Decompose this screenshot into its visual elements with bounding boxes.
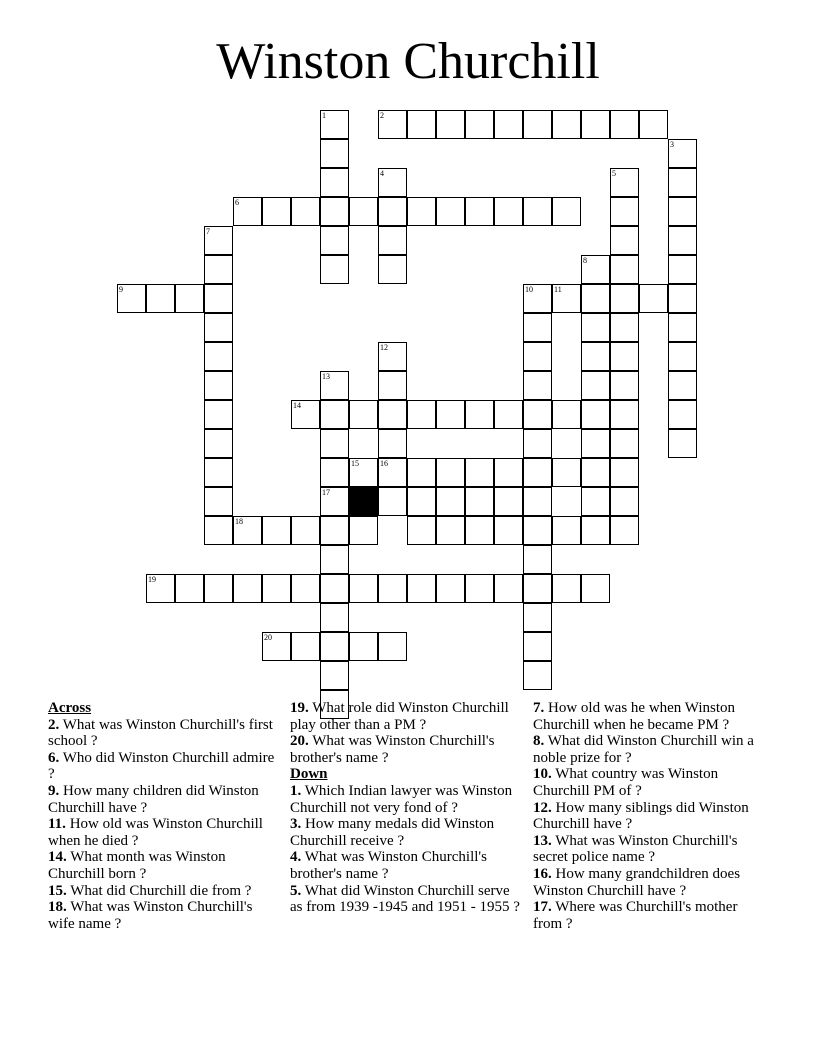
clue-number: 16 [380, 459, 388, 468]
grid-cell[interactable] [523, 574, 552, 603]
clue-item: 14. What month was Winston Churchill born ? [48, 849, 226, 882]
clue-item: 5. What did Winston Churchill serve as from 1939 -1945 and 1951 - 1955 ? [290, 882, 520, 916]
clue-number: 7 [206, 227, 210, 236]
grid-cell[interactable] [668, 139, 697, 168]
clue-item: 15. What did Churchill die from ? [48, 882, 252, 899]
grid-cell[interactable] [494, 574, 523, 603]
grid-cell[interactable] [552, 574, 581, 603]
grid-cell[interactable] [610, 371, 639, 400]
grid-cell[interactable] [436, 197, 465, 226]
down-clues-a [290, 783, 522, 916]
grid-cell[interactable] [320, 632, 349, 661]
grid-cell[interactable] [320, 661, 349, 690]
grid-cell[interactable] [291, 400, 320, 429]
grid-cell[interactable] [610, 313, 639, 342]
grid-cell[interactable] [378, 574, 407, 603]
grid-cell[interactable] [378, 168, 407, 197]
grid-cell[interactable] [378, 487, 407, 516]
grid-cell[interactable] [204, 226, 233, 255]
clue-number: 5 [612, 169, 616, 178]
grid-cell[interactable] [523, 603, 552, 632]
grid-cell[interactable] [581, 458, 610, 487]
clue-item: 17. Where was Churchill's mother from ? [533, 899, 738, 932]
grid-cell[interactable] [610, 255, 639, 284]
grid-cell[interactable] [291, 197, 320, 226]
clue-item: 6. Who did Winston Churchill admire ? [48, 749, 275, 783]
grid-cell[interactable] [378, 632, 407, 661]
clue-item: 4. What was Winston Churchill's brother's name ? [290, 849, 487, 882]
grid-cell[interactable] [523, 516, 552, 545]
grid-cell[interactable] [320, 255, 349, 284]
grid-cell[interactable] [436, 574, 465, 603]
grid-cell[interactable] [581, 487, 610, 516]
grid-cell[interactable] [175, 574, 204, 603]
grid-cell[interactable] [523, 342, 552, 371]
grid-cell[interactable] [233, 516, 262, 545]
grid-cell[interactable] [523, 313, 552, 342]
clue-number: 3 [670, 140, 674, 149]
grid-cell[interactable] [639, 110, 668, 139]
grid-cell[interactable] [668, 284, 697, 313]
grid-cell[interactable] [378, 429, 407, 458]
clue-item: 16. How many grandchildren does Winston Churchill have ? [533, 865, 741, 899]
clue-item: 18. What was Winston Churchill's wife name ? [48, 899, 253, 932]
grid-cell[interactable] [349, 197, 378, 226]
grid-cell[interactable] [320, 574, 349, 603]
grid-cell[interactable] [581, 400, 610, 429]
clue-number: 11 [554, 285, 562, 294]
down-heading: Down [290, 766, 328, 783]
grid-cell[interactable] [552, 400, 581, 429]
grid-cell[interactable] [465, 197, 494, 226]
grid-cell[interactable] [668, 429, 697, 458]
grid-cell[interactable] [349, 516, 378, 545]
grid-cell[interactable] [523, 661, 552, 690]
grid-cell[interactable] [581, 429, 610, 458]
grid-cell[interactable] [204, 429, 233, 458]
grid-cell[interactable] [204, 574, 233, 603]
grid-cell[interactable] [320, 603, 349, 632]
grid-cell[interactable] [581, 574, 610, 603]
grid-cell[interactable] [349, 632, 378, 661]
grid-cell[interactable] [465, 574, 494, 603]
clue-item: 13. What was Winston Churchill's secret police name ? [533, 832, 738, 866]
grid-cell[interactable] [320, 197, 349, 226]
grid-cell[interactable] [668, 197, 697, 226]
grid-cell[interactable] [349, 400, 378, 429]
grid-cell[interactable] [436, 458, 465, 487]
clue-number: 10 [525, 285, 533, 294]
grid-cell[interactable] [581, 255, 610, 284]
grid-cell[interactable] [320, 371, 349, 400]
grid-cell[interactable] [175, 284, 204, 313]
grid-cell[interactable] [320, 168, 349, 197]
grid-cell[interactable] [668, 168, 697, 197]
clues-column-3 [533, 700, 765, 932]
grid-cell[interactable] [407, 458, 436, 487]
clue-item: 11. How old was Winston Churchill when he died ? [48, 816, 263, 849]
grid-cell[interactable] [523, 545, 552, 574]
grid-cell[interactable] [581, 313, 610, 342]
grid-cell[interactable] [262, 574, 291, 603]
clue-number: 17 [322, 488, 330, 497]
grid-cell[interactable] [668, 400, 697, 429]
grid-cell[interactable] [465, 110, 494, 139]
grid-cell[interactable] [204, 255, 233, 284]
grid-cell[interactable] [146, 284, 175, 313]
grid-cell[interactable] [610, 284, 639, 313]
grid-cell[interactable] [523, 110, 552, 139]
clue-number: 4 [380, 169, 384, 178]
grid-cell[interactable] [407, 110, 436, 139]
grid-cell[interactable] [465, 516, 494, 545]
grid-cell[interactable] [668, 226, 697, 255]
grid-cell[interactable] [581, 371, 610, 400]
grid-cell[interactable] [204, 400, 233, 429]
grid-cell[interactable] [465, 400, 494, 429]
grid-cell[interactable] [523, 371, 552, 400]
grid-cell[interactable] [523, 284, 552, 313]
grid-cell[interactable] [436, 110, 465, 139]
grid-cell[interactable] [581, 284, 610, 313]
grid-cell[interactable] [204, 516, 233, 545]
grid-cell[interactable] [523, 458, 552, 487]
clue-item: 3. How many medals did Winston Churchill receive ? [290, 816, 495, 849]
grid-cell[interactable] [233, 574, 262, 603]
grid-cell[interactable] [146, 574, 175, 603]
grid-cell[interactable] [320, 545, 349, 574]
grid-cell[interactable] [610, 342, 639, 371]
clue-number: 8 [583, 256, 587, 265]
across-clues-b [290, 700, 522, 766]
grid-cell[interactable] [349, 574, 378, 603]
grid-cell[interactable] [117, 284, 146, 313]
grid-cell[interactable] [610, 458, 639, 487]
grid-cell[interactable] [204, 313, 233, 342]
grid-cell[interactable] [436, 400, 465, 429]
grid-cell[interactable] [233, 197, 262, 226]
clues-column-1 [48, 700, 280, 932]
grid-cell[interactable] [407, 400, 436, 429]
grid-cell[interactable] [262, 632, 291, 661]
grid-cell[interactable] [291, 516, 320, 545]
page-title: Winston Churchill [216, 33, 600, 90]
grid-cell[interactable] [407, 574, 436, 603]
grid-cell[interactable] [610, 400, 639, 429]
clue-item: 7. How old was he when Winston Churchill when he became PM ? [533, 700, 736, 733]
grid-cell[interactable] [349, 458, 378, 487]
grid-cell[interactable] [610, 110, 639, 139]
grid-cell[interactable] [581, 342, 610, 371]
grid-cell[interactable] [378, 371, 407, 400]
grid-cell[interactable] [204, 284, 233, 313]
grid-cell[interactable] [668, 313, 697, 342]
grid-cell[interactable] [610, 516, 639, 545]
clue-item: 1. Which Indian lawyer was Winston Churchill not very fond of ? [290, 782, 513, 816]
clue-item: 20. What was Winston Churchill's brother's name ? [290, 733, 495, 766]
clue-number: 1 [322, 111, 326, 120]
grid-cell[interactable] [378, 458, 407, 487]
clue-item: 12. How many siblings did Winston Churchill have ? [533, 799, 749, 833]
grid-cell[interactable] [291, 574, 320, 603]
grid-cell[interactable] [668, 255, 697, 284]
grid-cell[interactable] [204, 487, 233, 516]
grid-cell[interactable] [378, 255, 407, 284]
grid-cell[interactable] [262, 516, 291, 545]
grid-cell[interactable] [204, 371, 233, 400]
clue-item: 9. How many children did Winston Churchill have ? [48, 782, 259, 816]
grid-cell[interactable] [407, 516, 436, 545]
clue-item: 8. What did Winston Churchill win a noble prize for ? [533, 733, 754, 766]
grid-cell[interactable] [610, 487, 639, 516]
clue-number: 14 [293, 401, 301, 410]
grid-cell[interactable] [610, 197, 639, 226]
grid-cell[interactable] [320, 516, 349, 545]
grid-cell[interactable] [552, 516, 581, 545]
grid-cell[interactable] [436, 487, 465, 516]
grid-cell[interactable] [523, 400, 552, 429]
grid-cell[interactable] [494, 400, 523, 429]
grid-cell[interactable] [552, 458, 581, 487]
clue-item: 10. What country was Winston Churchill PM of ? [533, 766, 719, 799]
grid-cell[interactable] [320, 429, 349, 458]
grid-cell[interactable] [378, 400, 407, 429]
grid-cell[interactable] [639, 284, 668, 313]
grid-cell[interactable] [407, 487, 436, 516]
grid-cell[interactable] [494, 110, 523, 139]
clue-item: 2. What was Winston Churchill's first school ? [48, 716, 273, 750]
across-clues-a [48, 717, 280, 933]
clue-number: 20 [264, 633, 272, 642]
grid-cell[interactable] [262, 197, 291, 226]
grid-cell[interactable] [378, 342, 407, 371]
grid-cell[interactable] [494, 516, 523, 545]
down-clues-b [533, 700, 765, 932]
clue-number: 18 [235, 517, 243, 526]
grid-cell[interactable] [523, 487, 552, 516]
clue-number: 6 [235, 198, 239, 207]
grid-cell[interactable] [320, 458, 349, 487]
grid-cell[interactable] [320, 487, 349, 516]
grid-cell[interactable] [494, 458, 523, 487]
clue-number: 12 [380, 343, 388, 352]
grid-cell[interactable] [610, 226, 639, 255]
grid-cell[interactable] [436, 516, 465, 545]
grid-cell[interactable] [523, 632, 552, 661]
clues-column-2 [290, 700, 522, 916]
clue-item: 19. What role did Winston Churchill play other than a PM ? [290, 700, 509, 733]
grid-cell[interactable] [494, 487, 523, 516]
grid-cell[interactable] [581, 110, 610, 139]
grid-cell[interactable] [668, 371, 697, 400]
clue-number: 9 [119, 285, 123, 294]
grid-cell[interactable] [465, 487, 494, 516]
grid-cell[interactable] [610, 429, 639, 458]
grid-cell[interactable] [320, 139, 349, 168]
grid-cell[interactable] [204, 342, 233, 371]
grid-cell[interactable] [378, 226, 407, 255]
grid-cell[interactable] [320, 400, 349, 429]
grid-cell[interactable] [378, 197, 407, 226]
grid-cell[interactable] [523, 197, 552, 226]
grid-cell[interactable] [320, 226, 349, 255]
grid-cell[interactable] [552, 110, 581, 139]
clue-number: 15 [351, 459, 359, 468]
grid-cell[interactable] [291, 632, 320, 661]
clue-number: 19 [148, 575, 156, 584]
clue-number: 2 [380, 111, 384, 120]
grid-cell[interactable] [581, 516, 610, 545]
grid-cell[interactable] [523, 429, 552, 458]
grid-cell[interactable] [465, 458, 494, 487]
across-heading: Across [48, 700, 92, 716]
grid-cell[interactable] [378, 110, 407, 139]
black-cell [349, 487, 378, 516]
grid-cell[interactable] [204, 458, 233, 487]
grid-cell[interactable] [552, 197, 581, 226]
grid-cell[interactable] [494, 197, 523, 226]
grid-cell[interactable] [320, 110, 349, 139]
grid-cell[interactable] [552, 284, 581, 313]
grid-cell[interactable] [668, 342, 697, 371]
grid-cell[interactable] [610, 168, 639, 197]
clue-number: 13 [322, 372, 330, 381]
grid-cell[interactable] [407, 197, 436, 226]
